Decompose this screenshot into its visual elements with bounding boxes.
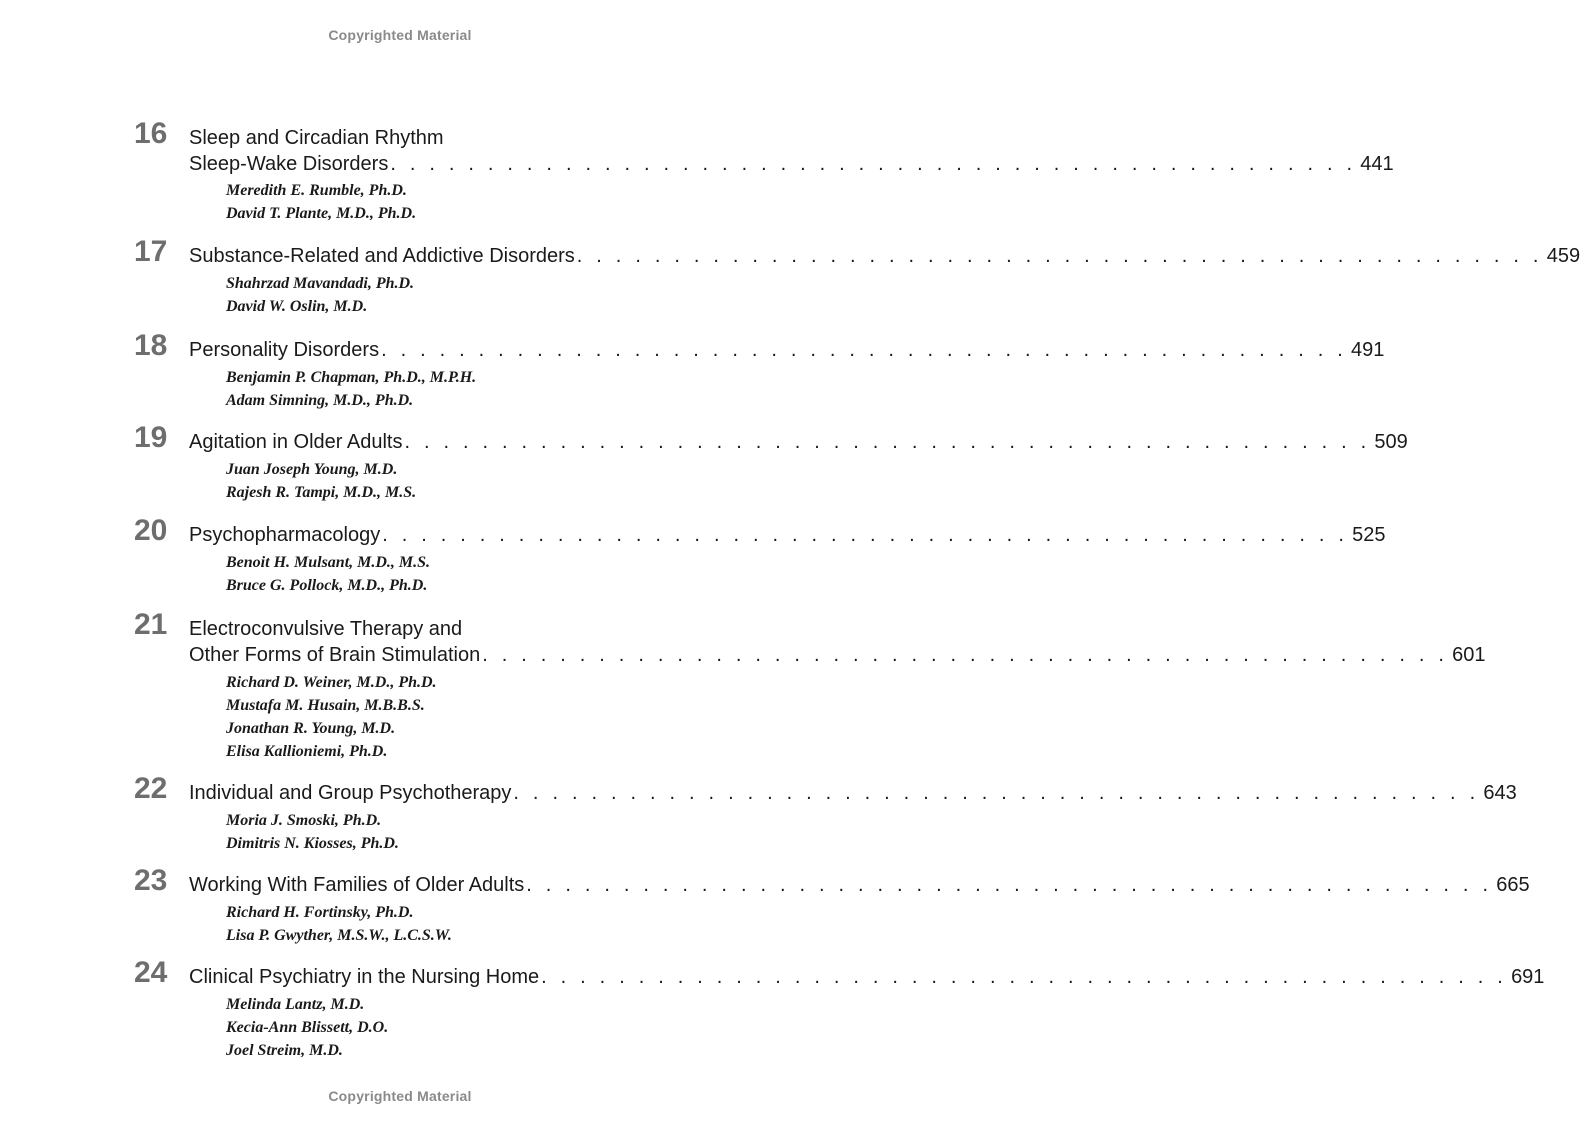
author-name: Richard H. Fortinsky, Ph.D.	[226, 904, 414, 921]
author-name: Melinda Lantz, M.D.	[226, 996, 365, 1013]
watermark-top: Copyrighted Material	[328, 27, 472, 43]
chapter-number: 18	[134, 329, 168, 362]
chapter-title-line: Personality Disorders	[189, 339, 380, 361]
chapter-title-leader-line	[189, 429, 1408, 455]
author-name: Jonathan R. Young, M.D.	[226, 720, 396, 737]
page-number: 691	[1511, 966, 1545, 988]
author-name: David W. Oslin, M.D.	[226, 298, 368, 315]
chapter-title-line: Other Forms of Brain Stimulation	[189, 644, 481, 666]
chapter-title-line: Psychopharmacology	[189, 524, 381, 546]
chapter-number: 22	[134, 772, 168, 805]
page-number: 459	[1546, 245, 1580, 267]
page-number: 509	[1374, 431, 1408, 453]
author-name: Bruce G. Pollock, M.D., Ph.D.	[226, 577, 428, 594]
author-name: Kecia-Ann Blissett, D.O.	[226, 1019, 389, 1036]
chapter-title-line: Working With Families of Older Adults	[189, 874, 525, 896]
author-name: Dimitris N. Kiosses, Ph.D.	[226, 835, 399, 852]
chapter-title-line: Substance-Related and Addictive Disorders	[189, 245, 575, 267]
dot-leader: . . . . . . . . . . . . . . . . . . . . . . . . . . . . . . . . . . . . . . . . . . . . . . . . . .	[576, 245, 1543, 267]
dot-leader: . . . . . . . . . . . . . . . . . . . . . . . . . . . . . . . . . . . . . . . . . . . . . . . . . .	[404, 431, 1371, 453]
author-name: Rajesh R. Tampi, M.D., M.S.	[226, 484, 417, 501]
author-name: Richard D. Weiner, M.D., Ph.D.	[226, 674, 437, 691]
author-name: David T. Plante, M.D., Ph.D.	[226, 205, 417, 222]
page-number: 665	[1496, 874, 1530, 896]
chapter-title-leader-line	[189, 522, 1386, 548]
chapter-number: 24	[134, 956, 168, 989]
author-name: Lisa P. Gwyther, M.S.W., L.C.S.W.	[226, 927, 452, 944]
chapter-title-line: Sleep-Wake Disorders	[189, 153, 389, 175]
author-name: Elisa Kallioniemi, Ph.D.	[226, 743, 388, 760]
author-name: Meredith E. Rumble, Ph.D.	[226, 182, 407, 199]
chapter-title-leader-line	[189, 872, 1530, 898]
chapter-title-line: Clinical Psychiatry in the Nursing Home	[189, 966, 540, 988]
dot-leader: . . . . . . . . . . . . . . . . . . . . . . . . . . . . . . . . . . . . . . . . . . . . . . . . . .	[381, 339, 1347, 361]
author-name: Moria J. Smoski, Ph.D.	[226, 812, 382, 829]
chapter-title-line: Agitation in Older Adults	[189, 431, 403, 453]
dot-leader: . . . . . . . . . . . . . . . . . . . . . . . . . . . . . . . . . . . . . . . . . . . . . . . . . .	[541, 966, 1508, 988]
author-name: Mustafa M. Husain, M.B.B.S.	[226, 697, 425, 714]
dot-leader: . . . . . . . . . . . . . . . . . . . . . . . . . . . . . . . . . . . . . . . . . . . . . . . . . .	[382, 524, 1349, 546]
author-name: Adam Simning, M.D., Ph.D.	[226, 392, 414, 409]
author-name: Benjamin P. Chapman, Ph.D., M.P.H.	[226, 369, 477, 386]
author-name: Juan Joseph Young, M.D.	[226, 461, 398, 478]
chapter-number: 16	[134, 117, 168, 150]
dot-leader: . . . . . . . . . . . . . . . . . . . . . . . . . . . . . . . . . . . . . . . . . . . . . . . . . .	[390, 153, 1357, 175]
watermark-bottom: Copyrighted Material	[328, 1088, 472, 1104]
chapter-title-line: Electroconvulsive Therapy and	[189, 618, 463, 640]
chapter-title-leader-line	[189, 964, 1545, 990]
chapter-number: 17	[134, 235, 168, 268]
chapter-title-leader-line	[189, 642, 1486, 668]
dot-leader: . . . . . . . . . . . . . . . . . . . . . . . . . . . . . . . . . . . . . . . . . . . . . . . . . .	[513, 782, 1480, 804]
dot-leader: . . . . . . . . . . . . . . . . . . . . . . . . . . . . . . . . . . . . . . . . . . . . . . . . . .	[482, 644, 1449, 666]
chapter-title-line: Sleep and Circadian Rhythm	[189, 127, 444, 149]
page-number: 491	[1351, 339, 1385, 361]
page-number: 643	[1483, 782, 1517, 804]
chapter-number: 23	[134, 864, 168, 897]
chapter-number: 20	[134, 514, 168, 547]
page-number: 601	[1452, 644, 1486, 666]
chapter-title-line: Individual and Group Psychotherapy	[189, 782, 512, 804]
author-name: Joel Streim, M.D.	[226, 1042, 343, 1059]
chapter-title-leader-line	[189, 151, 1394, 177]
dot-leader: . . . . . . . . . . . . . . . . . . . . . . . . . . . . . . . . . . . . . . . . . . . . . . . . . .	[526, 874, 1493, 896]
author-name: Shahrzad Mavandadi, Ph.D.	[226, 275, 415, 292]
chapter-title-leader-line	[189, 780, 1517, 806]
author-name: Benoit H. Mulsant, M.D., M.S.	[226, 554, 431, 571]
chapter-title-leader-line	[189, 337, 1385, 363]
chapter-title-leader-line	[189, 243, 1580, 269]
chapter-number: 21	[134, 608, 168, 641]
page-number: 441	[1360, 153, 1394, 175]
page-number: 525	[1352, 524, 1386, 546]
chapter-number: 19	[134, 421, 168, 454]
